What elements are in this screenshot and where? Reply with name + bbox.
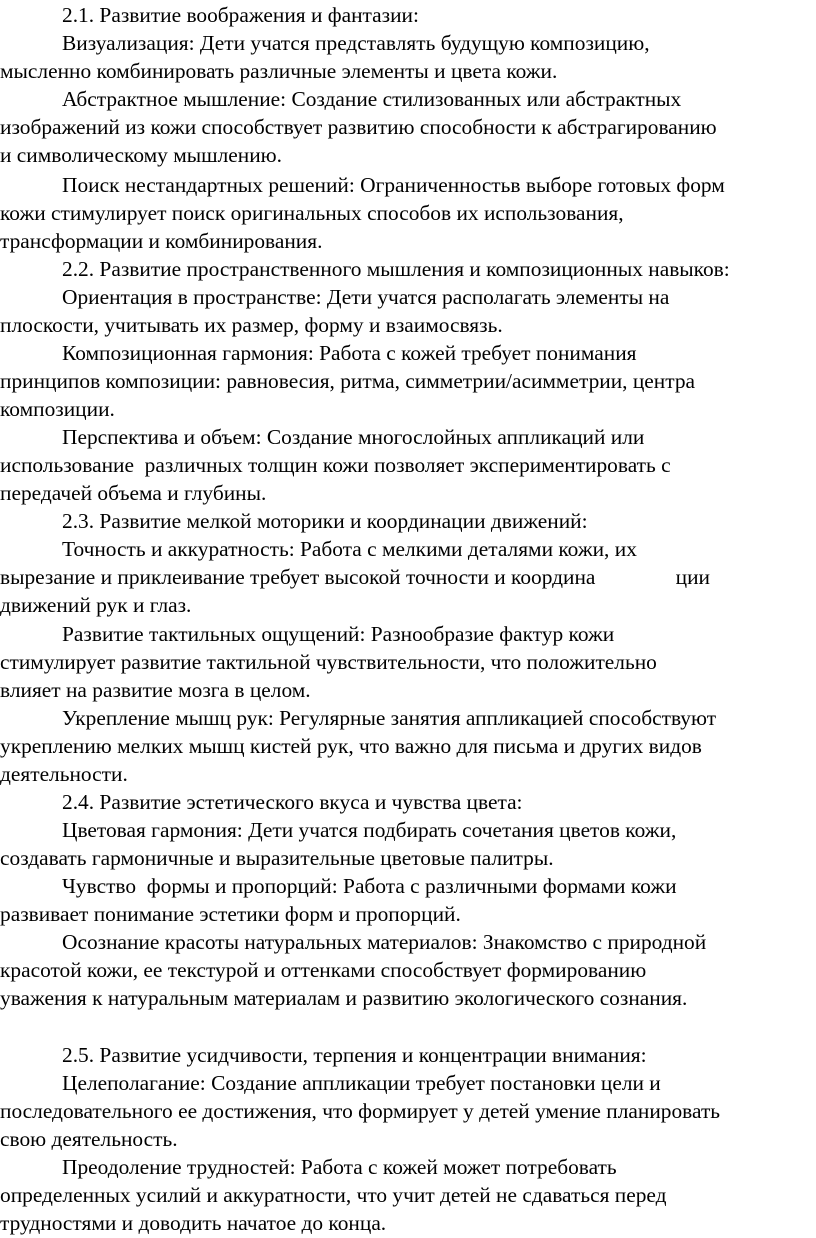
- paragraph-line: трудностями и доводить начатое до конца.: [0, 1211, 387, 1235]
- paragraph-line: развивает понимание эстетики форм и пропорций.: [0, 902, 461, 926]
- paragraph-line: принципов композиции: равновесия, ритма, симметрии/асимметрии, центра: [0, 369, 696, 393]
- paragraph-line: Ориентация в пространстве: Дети учатся располагать элементы на: [62, 285, 670, 309]
- paragraph-line: Целеполагание: Создание аппликации требует постановки цели и: [62, 1071, 661, 1095]
- section-heading-2-4: 2.4. Развитие эстетического вкуса и чувства цвета:: [62, 790, 523, 814]
- paragraph-line: Перспектива и объем: Создание многослойных аппликаций или: [62, 425, 645, 449]
- paragraph-line: свою деятельность.: [0, 1127, 178, 1151]
- paragraph-line: трансформации и комбинирования.: [0, 229, 323, 253]
- paragraph-line: движений рук и глаз.: [0, 593, 192, 617]
- paragraph-line: укреплению мелких мышц кистей рук, что важно для письма и других видов: [0, 734, 702, 758]
- paragraph-line: влияет на развитие мозга в целом.: [0, 678, 311, 702]
- paragraph-line: создавать гармоничные и выразительные цветовые палитры.: [0, 846, 554, 870]
- paragraph-line: мысленно комбинировать различные элементы и цвета кожи.: [0, 59, 558, 83]
- paragraph-line: Композиционная гармония: Работа с кожей требует понимания: [62, 341, 637, 365]
- paragraph-line: красотой кожи, ее текстурой и оттенками способствует формированию: [0, 958, 647, 982]
- paragraph-line: Точность и аккуратность: Работа с мелкими деталями кожи, их: [62, 537, 637, 561]
- paragraph-line: Поиск нестандартных решений: Ограниченностьв выборе готовых форм: [62, 173, 725, 197]
- section-heading-2-2: 2.2. Развитие пространственного мышления и композиционных навыков:: [62, 257, 730, 281]
- paragraph-line: и символическому мышлению.: [0, 143, 282, 167]
- paragraph-line: Развитие тактильных ощущений: Разнообразие фактур кожи: [62, 622, 615, 646]
- paragraph-line: кожи стимулирует поиск оригинальных способов их использования,: [0, 201, 624, 225]
- paragraph-line: деятельности.: [0, 762, 128, 786]
- paragraph-line: Цветовая гармония: Дети учатся подбирать сочетания цветов кожи,: [62, 818, 677, 842]
- paragraph-line: последовательного ее достижения, что формирует у детей умение планировать: [0, 1099, 721, 1123]
- paragraph-line: изображений из кожи способствует развитию способности к абстрагированию: [0, 115, 717, 139]
- paragraph-line: вырезание и приклеивание требует высокой точности и координа ции: [0, 565, 710, 589]
- paragraph-line: композиции.: [0, 397, 115, 421]
- paragraph-line: плоскости, учитывать их размер, форму и взаимосвязь.: [0, 313, 503, 337]
- section-heading-2-5: 2.5. Развитие усидчивости, терпения и концентрации внимания:: [62, 1043, 647, 1067]
- paragraph-line: Чувство формы и пропорций: Работа с различными формами кожи: [62, 874, 677, 898]
- paragraph-line: уважения к натуральным материалам и развитию экологического сознания.: [0, 986, 688, 1010]
- paragraph-line: Абстрактное мышление: Создание стилизованных или абстрактных: [62, 87, 682, 111]
- paragraph-line: Преодоление трудностей: Работа с кожей может потребовать: [62, 1155, 617, 1179]
- paragraph-line: передачей объема и глубины.: [0, 481, 267, 505]
- paragraph-line: Укрепление мышц рук: Регулярные занятия аппликацией способствуют: [62, 706, 717, 730]
- paragraph-line: определенных усилий и аккуратности, что учит детей не сдаваться перед: [0, 1183, 667, 1207]
- paragraph-line: Визуализация: Дети учатся представлять будущую композицию,: [62, 31, 650, 55]
- paragraph-line: Осознание красоты натуральных материалов: Знакомство с природной: [62, 930, 707, 954]
- section-heading-2-3: 2.3. Развитие мелкой моторики и координации движений:: [62, 509, 588, 533]
- paragraph-line: стимулирует развитие тактильной чувствительности, что положительно: [0, 650, 657, 674]
- section-heading-2-1: 2.1. Развитие воображения и фантазии:: [62, 3, 419, 27]
- paragraph-line: использование различных толщин кожи позволяет экспериментировать с: [0, 453, 671, 477]
